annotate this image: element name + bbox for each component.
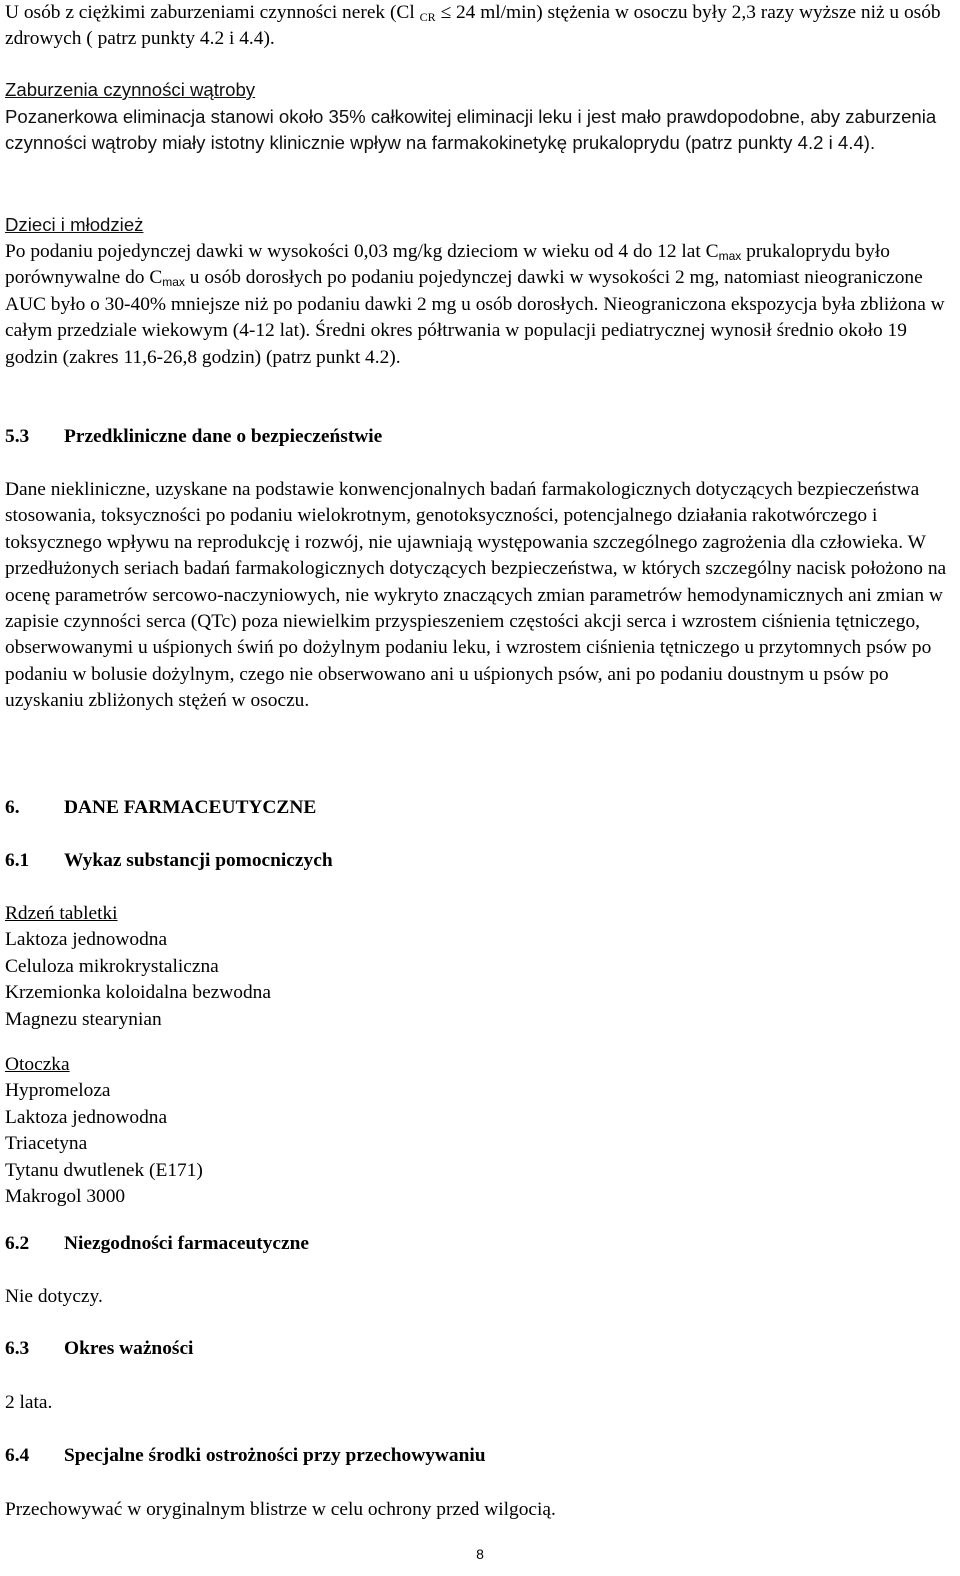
liver-paragraph: Pozanerkowa eliminacja stanowi około 35% całkowitej eliminacji leku i jest mało prawdopodobne, aby zaburzenia czynności wątroby miały istotny klinicznie wpływ na farmakokinetykę prukaloprydu (patrz punkty 4.2 i 4.4). (5, 106, 937, 154)
excipients-coat-list (5, 1052, 203, 1210)
section-6-4-heading (5, 1443, 486, 1469)
section-6-1-heading (5, 848, 333, 874)
list-item: Makrogol 3000 (5, 1186, 126, 1208)
children-paragraph (5, 239, 950, 371)
liver-heading: Zaburzenia czynności wątroby (5, 79, 256, 100)
section-6-2-heading (5, 1231, 309, 1257)
section-title: DANE FARMACEUTYCZNE (64, 797, 317, 818)
page-number: 8 (476, 1546, 484, 1562)
list-item: Krzemionka koloidalna bezwodna (5, 982, 271, 1004)
renal-paragraph (5, 0, 950, 53)
section-title: Wykaz substancji pomocniczych (64, 850, 333, 871)
list-item: Triacetyna (5, 1133, 88, 1155)
section-number: 6.4 (5, 1445, 30, 1466)
section-5-3-paragraph: Dane niekliniczne, uzyskane na podstawie konwencjonalnych badań farmakologicznych dotyczących bezpieczeństwa stosowania, toksyczności po podaniu wielokrotnym, genotoksyczności, potencjalnego działania rakotwórczego i toksycznego wpływu na reprodukcję i rozwój, nie ujawniają występowania szczególnego zagrożenia dla człowieka. W przedłużonych seriach badań farmakologicznych dotyczących bezpieczeństwa, w których szczególny nacisk położono na ocenę parametrów sercowo-naczyniowych, nie wykryto znaczących zmian parametrów hemodynamicznych ani zmian w zapisie czynności serca (QTc) poza niewielkim przyspieszeniem częstości akcji serca i wzrostem ciśnienia tętniczego, obserwowanymi u uśpionych świń po dożylnym podaniu leku, i wzrostem ciśnienia tętniczego u przytomnych psów po podaniu w bolusie dożylnym, czego nie obserwowano ani u uśpionych psów, ani po podaniu doustnym u psów po uzyskaniu zbliżonych stężeń w osoczu. (5, 479, 947, 712)
section-6-heading (5, 795, 316, 821)
section-number: 6.2 (5, 1233, 30, 1254)
list-item: Celuloza mikrokrystaliczna (5, 955, 219, 977)
section-title: Okres ważności (64, 1338, 194, 1359)
children-text-3: u osób dorosłych po podaniu pojedynczej dawki w wysokości 2 mg, natomiast nieograniczone AUC było o 30-40% mniejsze niż po podaniu dawki 2 mg u osób dorosłych. Nieograniczona ekspozycja była zbliżona w całym przedziale wiekowym (4-12 lat). Średni okres półtrwania w populacji pediatrycznej wynosił średnio około 19 godzin (zakres 11,6-26,8 godzin) (patrz punkt 4.2). (5, 267, 945, 368)
list-item: Magnezu stearynian (5, 1008, 162, 1030)
children-text-2: prukaloprydu było porównywalne do C (5, 241, 890, 289)
section-title: Przedkliniczne dane o bezpieczeństwie (64, 426, 383, 447)
list-item: Laktoza jednowodna (5, 1106, 168, 1128)
cmax-subscript-2: max (162, 275, 185, 290)
section-title: Specjalne środki ostrożności przy przechowywaniu (64, 1445, 486, 1466)
section-number: 5.3 (5, 426, 30, 447)
renal-subscript: CR (419, 10, 436, 24)
children-text-1: Po podaniu pojedynczej dawki w wysokości 0,03 mg/kg dzieciom w wieku od 4 do 12 lat C (5, 241, 719, 262)
core-heading: Rdzeń tabletki (5, 903, 118, 924)
list-item: Tytanu dwutlenek (E171) (5, 1159, 203, 1181)
list-item: Laktoza jednowodna (5, 929, 168, 951)
section-6-3-text: 2 lata. (5, 1392, 53, 1413)
section-6-4-text: Przechowywać w oryginalnym blistrze w celu ochrony przed wilgocią. (5, 1499, 556, 1520)
section-6-3-heading (5, 1336, 193, 1362)
coat-heading: Otoczka (5, 1054, 70, 1075)
section-number: 6. (5, 797, 20, 818)
renal-text-b: ≤ 24 ml/min) stężenia w osoczu były 2,3 razy wyższe niż u osób zdrowych ( patrz punkty 4.2 i 4.4). (5, 2, 941, 50)
section-6-2-text: Nie dotyczy. (5, 1286, 103, 1307)
cmax-subscript-1: max (718, 249, 742, 263)
section-number: 6.3 (5, 1338, 30, 1359)
section-number: 6.1 (5, 850, 30, 871)
children-heading: Dzieci i młodzież (5, 214, 144, 235)
excipients-core-list (5, 901, 271, 1033)
section-title: Niezgodności farmaceutyczne (64, 1233, 310, 1254)
list-item: Hypromeloza (5, 1080, 111, 1102)
renal-text-a: U osób z ciężkimi zaburzeniami czynności nerek (Cl (5, 2, 415, 23)
section-5-3-heading (5, 424, 382, 450)
